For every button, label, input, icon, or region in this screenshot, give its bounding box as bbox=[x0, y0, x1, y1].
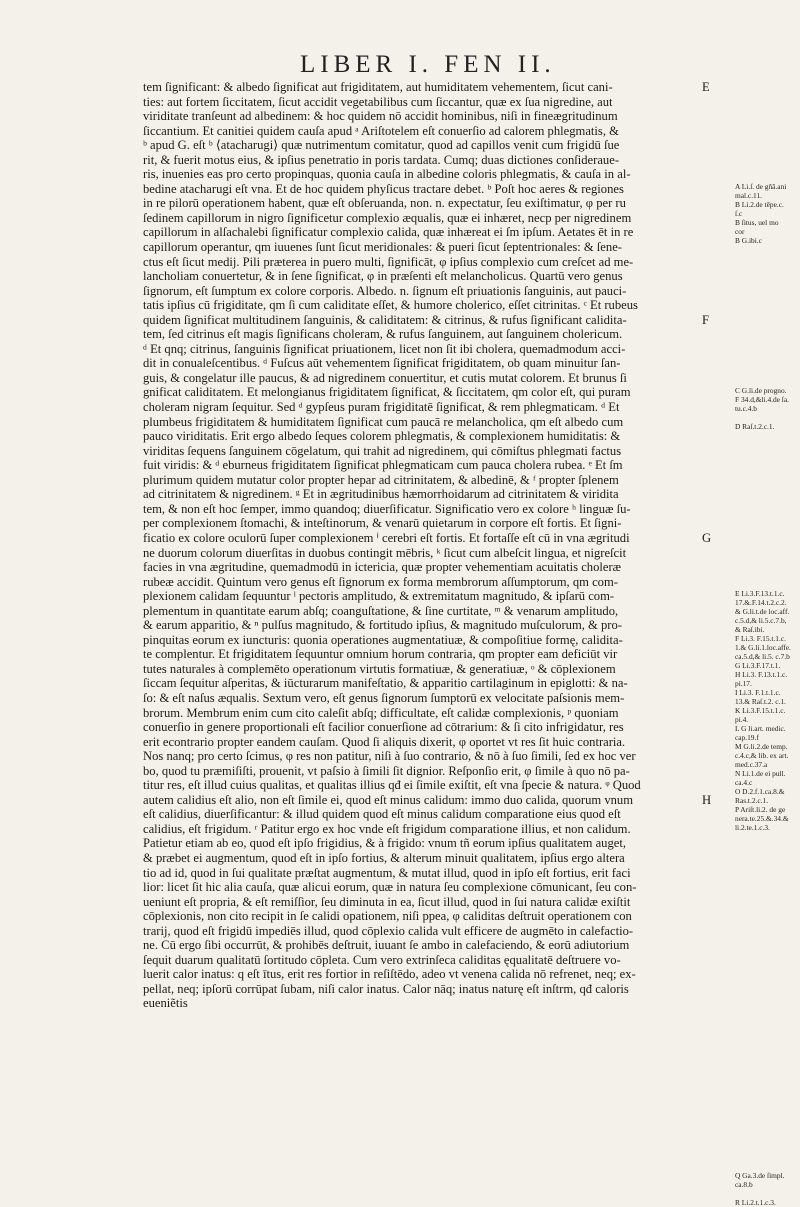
text-line: pinquitas eorum ex iuncturis: quonia operationes augmentatiuæ, & compoſitiue formę, calidita- bbox=[143, 632, 623, 647]
text-line: ſequit duarum qualitatū ſortitudo cōpleta. Cum vero extrinſeca caliditas ęqualitatē deſtruere vo- bbox=[143, 952, 621, 967]
margin-note: Q Ga.3.de ſimpl. bbox=[735, 1171, 785, 1181]
margin-note: L G li.art. medic. bbox=[735, 724, 786, 734]
text-line: viriditas ſequens ſanguinem cōgelatum, qui trahit ad nigredinem, qui cōmiſtus phlegmati factus bbox=[143, 443, 622, 458]
margin-note: N Li.1.de ei pull. bbox=[735, 769, 786, 779]
text-line: facies in vna ægritudine, quemadmodū in ictericia, quæ propter vehementiam acuitatis choleræ bbox=[143, 560, 622, 575]
text-line: lior: licet ſit hic alia cauſa, quæ alicui eorum, quæ in natura ſeu complexione cōmunicant, ſeu con- bbox=[143, 880, 637, 895]
text-line: plurimum quidem mutatur color propter hepar ad citrinitatem, & albedinē, & ᶠ propter ſplenem bbox=[143, 472, 619, 487]
text-line: ne. Cū ergo ſibi occurrūt, & prohibēs deſtruit, iuuant ſe ambo in calefaciendo, & eorū adiutorium bbox=[143, 938, 630, 953]
text-line: plementum in quantitate earum abſq; coanguſtatione, & ſine curtitate, ᵐ & venarum amplitudo, bbox=[143, 603, 619, 618]
text-line: ſiccantium. Et canitiei quidem cauſa apud ᵃ Ariſtotelem eſt conuerſio ad calorem phlegmatis, & bbox=[143, 123, 619, 138]
margin-note: I Li.3. F.1.t.1.c. bbox=[735, 688, 781, 698]
text-line: lancholiam conuertetur, & in ſene ſignificat, φ in præſenti eſt melancholicus. Quartū vero genus bbox=[143, 269, 623, 284]
text-line: Patietur etiam ab eo, quod eſt ipſo frigidius, & à frigido: vnum tñ eorum ipſius qualitatem auget, bbox=[143, 836, 627, 851]
text-line: quidem ſignificat multitudinem ſanguinis, & caliditatem: & citrinus, & rufus ſignificant calidita- bbox=[143, 312, 627, 327]
text-line: titur res, eſt illud cuius qualitas, et qualitas illius qđ ei ſimile exiſtit, eſt vna ſpecie & natura. ᵠ Quod bbox=[143, 778, 641, 793]
margin-note: ca.8.b bbox=[735, 1180, 753, 1190]
text-line: ficatio ex colore oculorū ſuper complexionem ⁱ cerebri eſt fortis. Et fortaſſe eſt cū in vna ægritudi bbox=[143, 530, 630, 545]
margin-note: cap.19.f bbox=[735, 733, 759, 743]
text-line: choleram nigram ſequitur. Sed ᵈ gypſeus puram frigiditatē ſignificat, & rem phlegmaticam. ᵈ Et bbox=[143, 400, 620, 415]
margin-note: D Raſ.t.2.c.1. bbox=[735, 421, 775, 431]
margin-note: & G.li.t.de loc.aff. bbox=[735, 607, 790, 617]
text-line: fuit viridis: & ᵈ eburneus frigiditatem ſignificat phlegmaticam cum pauca cholera rubea. ᵉ Et ſm bbox=[143, 458, 623, 473]
text-line: tem ſignificant: & albedo ſignificat aut frigiditatem, aut humiditatem vehementem, ſicut cani- bbox=[143, 80, 613, 94]
margin-note: 1.& G.li.1.loc.affe. bbox=[735, 643, 791, 653]
text-line: ne duorum colorum diuerſitas in duobus contingit mēbris, ᵏ ſicut cum albeſcit lingua, et nigreſcit bbox=[143, 545, 627, 560]
margin-note: li.2.te.1.c.3. bbox=[735, 823, 770, 833]
text-line: tutes naturales à complemēto operationum virtutis formatiuæ, & generatiuæ, ᵒ & cōplexionem bbox=[143, 661, 616, 676]
text-line: cōplexionis, non cito recipit in ſe calidi opationem, niſi ppea, φ caliditas deſtruit operationem con bbox=[143, 909, 632, 924]
margin-note: F Li.3. F.15.t.1.c. bbox=[735, 634, 786, 644]
text-line: ᵇ apud G. eſt ᵇ ⟨atacharugi⟩ quæ nutrimentum comitatur, quod ad capillos venit cum frigidū ſue bbox=[143, 138, 620, 153]
text-line: ctus eſt ſicut medij. Pili præterea in puero multi, ſignificāt, φ ipſius complexio cum creſcet ad me- bbox=[143, 254, 634, 269]
text-line: ᵈ Et qnq; citrinus, ſanguinis ſignificat priuationem, licet non ſit ibi cholera, quemadmodum acci- bbox=[143, 341, 626, 356]
margin-note: cor bbox=[735, 226, 745, 236]
text-line: capillorum operantur, qm iuuenes ſunt ſicut meridionales: & pueri ſicut ſeptentrionales: & ſene- bbox=[143, 240, 622, 255]
margin-note: med.c.37.a bbox=[735, 760, 768, 770]
margin-note: P Ariſt.li.2. de ge bbox=[735, 805, 786, 815]
text-line: tatis ipſius cū frigiditate, qm ſi cum caliditate eſſet, & humore cholerico, eſſet citrinitas. ᶜ Et rubeus bbox=[143, 298, 638, 313]
margin-note: 17.&.F.14.t.2.c.2. bbox=[735, 598, 787, 608]
margin-note: M G.li.2.de temp. bbox=[735, 742, 788, 752]
margin-note-group bbox=[735, 1171, 797, 1207]
text-line: eſt calidius, diuerſificantur: & illud quidem quod eſt minus calidum comparatione eius quod eſt bbox=[143, 807, 621, 822]
margin-note: B Li.2.de tēpe.c. bbox=[735, 199, 784, 209]
margin-note: pi.17. bbox=[735, 679, 752, 689]
text-line: & earum apparitio, & ⁿ pulſus magnitudo, & fortitudo ipſius, & magnitudo muſculorum, & pro- bbox=[143, 618, 622, 633]
text-line: bo, quod tu præmiſiſti, prouenit, vt paſsio à ſimili ſit dignior. Reſponſio erit, φ ſimile à quo nō pa- bbox=[143, 763, 630, 778]
text-line: trarij, quod eſt frigidū impediēs illud, quod cōplexio calida vult efficere de augmēto in calefactio- bbox=[143, 923, 634, 938]
margin-note: ca.4.c bbox=[735, 778, 753, 788]
text-line: ſedinem capillorum in nigro ſignificetur complexio æqualis, quæ ei inhæret, necp per nigredinem bbox=[143, 210, 632, 225]
margin-note bbox=[735, 413, 797, 422]
margin-note: ca.5.d,& li.5. c.7.b bbox=[735, 652, 790, 662]
text-line: rit, & fuerit motus eius, & ipſius penetratio in poris tardata. Cumq; duas dictiones conſideraue- bbox=[143, 152, 620, 167]
margin-note: E Li.3.F.13.t.1.c. bbox=[735, 589, 785, 599]
running-title: LIBER I. FEN II. bbox=[300, 51, 556, 78]
text-line: ad citrinitatem & nigredinem. ᵍ Et in ægritudinibus hæmorrhoidarum ad citrinitatem & viridita bbox=[143, 487, 619, 502]
section-letter: H bbox=[702, 792, 712, 807]
text-line: brorum. Membrum enim cum cito caleſit abſq; difficultate, eſt calidæ complexionis, ᵖ quoniam bbox=[143, 705, 619, 720]
text-line: ties: aut fortem ſiccitatem, ſicut accidit vegetabilibus cum ſiccantur, quæ ex ſua nigredine, aut bbox=[143, 94, 613, 109]
margin-note: Ras.t.2.c.1. bbox=[735, 796, 769, 806]
section-letter: F bbox=[702, 312, 710, 327]
text-line: plexionem calidam ſequuntur ˡ pectoris amplitudo, & extremitatum magnitudo, & ipſarū com- bbox=[143, 589, 615, 604]
text-line: in re pilorū operationem habent, quæ eſt obſeruanda, non. n. expectatur, ſeu exiſtimatur, φ per ru bbox=[143, 196, 626, 211]
margin-note: H Li.3. F.13.t.1.c. bbox=[735, 670, 788, 680]
text-line: pauco viriditatis. Erit ergo albedo ſeques colorem phlegmatis, & complexionem humiditatis: & bbox=[143, 429, 621, 444]
margin-note: nera.te.25.&.34.& bbox=[735, 814, 789, 824]
margin-note: R Li.2.t.1.c.3. bbox=[735, 1198, 776, 1207]
margin-note: 13.& Raſ.t.2. c.1. bbox=[735, 697, 786, 707]
text-line: capillorum in alſachalebi ſignificatur complexio calida, quæ inhæreat ei ſm ipſum. Aetates ēt in re bbox=[143, 225, 634, 240]
margin-note: mal.c.11. bbox=[735, 190, 763, 200]
margin-note: K Li.3.F.15.t.1.c. bbox=[735, 706, 786, 716]
text-line: guis, & congelatur ille paucus, & ad nigredinem conuertitur, et cutis mutat colorem. Et brunus ſi bbox=[143, 370, 627, 385]
text-line: viriditate tranſeunt ad albedinem: & hoc quidem nō accidit hominibus, niſi in fineægritudinum bbox=[143, 109, 618, 124]
text-line: ſo: & eſt naſus æqualis. Sextum vero, eſt genus ſignorum ſumptorū ex velocitate paſsionis mem- bbox=[143, 690, 625, 705]
margin-note: pi.4. bbox=[735, 715, 749, 725]
margin-note: B ſitus, uel mo bbox=[735, 217, 779, 227]
text-line: dit in conualeſcentibus. ᵈ Fuſcus aūt vehementem ſignificat frigiditatem, ob quam minuitur ſan- bbox=[143, 356, 621, 371]
text-line: calidius, eſt frigidum. ʳ Patitur ergo ex hoc vnde eſt frigidum comparatione illius, et non calidum. bbox=[143, 821, 631, 836]
text-line: luerit calor inatus: q eſt ītus, erit res fortior in reſiſtēdo, adeo vt venena calida nō refrenet, neq; ex- bbox=[143, 967, 636, 982]
margin-note: C G.li.de progno. bbox=[735, 385, 787, 395]
body-text bbox=[143, 80, 703, 1011]
section-letter: E bbox=[702, 80, 710, 94]
margin-note-group bbox=[735, 589, 797, 832]
margin-note: G Li.3.F.17.t.1. bbox=[735, 661, 781, 671]
text-line: conuerſio in genere proportionali eſt facilior conuerſione ad cōtrarium: & ſi cito infrigidatur, res bbox=[143, 720, 624, 735]
text-line: bedine atacharugi eſt vna. Et de hoc quidem phyſicus tractare debet. ᵇ Poſt hoc aeres & regiones bbox=[143, 181, 624, 196]
text-line: rubeæ accidit. Quintum vero genus eſt ſignorum ex forma membrorum aſſumptorum, qm com- bbox=[143, 574, 618, 589]
margin-note: F 34.d,&li.4.de ſa. bbox=[735, 394, 789, 404]
text-line: tio ad id, quod in ſui qualitate præſtat augmentum, & mutat illud, quod in ipſo eſt fortius, erit faci bbox=[143, 865, 631, 880]
text-line: & præbet ei augmentum, quod eſt in ipſo fortius, & alterum minuit qualitatem, ipſius ergo altera bbox=[143, 850, 625, 865]
text-line: ſignorum, eſt ſumptum ex colore corporis. Albedo. n. ſignum eſt priuationis ſanguinis, aut pauci- bbox=[143, 283, 627, 298]
margin-note: c.5.d,& li.5.c.7.b, bbox=[735, 616, 787, 626]
section-letter: G bbox=[702, 531, 712, 546]
margin-note: tu.c.4.b bbox=[735, 403, 757, 413]
margin-note: B G.ibi.c bbox=[735, 235, 762, 245]
text-line: ris, inuenies eas pro certo propinquas, quonia cauſa in albedine coloris phlegmatis, & cauſa in al- bbox=[143, 167, 631, 182]
margin-note: ſ.c bbox=[735, 208, 743, 218]
text-line: Nos nanq; pro certo ſcimus, φ res non patitur, niſi à ſuo contrario, & nō à ſuo ſimili, ſed ex hoc ver bbox=[143, 749, 636, 764]
text-line: pellat, neq; ipſorū corrūpat ſubam, niſi calor inatus. Calor nāq; inatus naturę eſt inſtrm, qđ caloris bbox=[143, 981, 629, 996]
text-line: ſiccam ſequitur aſperitas, & iūcturarum manifeſtatio, & apparitio cartilaginum in epiglotti: & na- bbox=[143, 676, 628, 691]
text-line: gnificat caliditatem. Et melongianus frigiditatem ſignificat, & ſiccitatem, qm color eſt, qui puram bbox=[143, 385, 631, 400]
text-line: per complexionem ſtomachi, & inteſtinorum, & venarū quietarum in corpore eſt fortis. Et ſigni- bbox=[143, 516, 622, 531]
text-line: eueniẽtis bbox=[143, 996, 188, 1011]
text-line: ueniunt eſt propria, & eſt remiſſior, ſeu diminuta in ea, ſicut illud, quod in ſui natura calidæ exiſtit bbox=[143, 894, 631, 909]
margin-note: c.4.c,& lib. ex art. bbox=[735, 751, 789, 761]
margin-note-group bbox=[735, 386, 797, 431]
text-line: tem, ſed citrinus eſt magis ſignificans choleram, & rufus ſanguinem, aut ſanguinem cholericum. bbox=[143, 327, 623, 342]
margin-note: O D.2.f.1.ca.8.& bbox=[735, 787, 785, 797]
text-line: te complentur. Et frigiditatem ſequuntur omnium horum contraria, qm propter eam deficiūt vir bbox=[143, 647, 618, 662]
margin-note: & Raſ.ibi. bbox=[735, 625, 765, 635]
text-line: autem calidius eſt alio, non eſt ſimile ei, quod eſt minus calidum: immo duo calida, quorum vnum bbox=[143, 792, 634, 807]
text-line: plumbeus frigiditatem & humiditatem ſignificat cum paucā re melancholica, qm eſt albedo cum bbox=[143, 414, 624, 429]
text-line: tem, & non eſt hoc ſemper, immo quandoq; diuerſificatur. Significatio vero ex colore ʰ linguæ ſu- bbox=[143, 501, 631, 516]
margin-note: A Li.ſ. de gñā.ani bbox=[735, 181, 787, 191]
margin-note-group bbox=[735, 182, 797, 245]
text-line: erit econtrario propter eandem cauſam. Quod ſi aliquis dixerit, φ oportet vt res ſit huic contraria. bbox=[143, 734, 626, 749]
